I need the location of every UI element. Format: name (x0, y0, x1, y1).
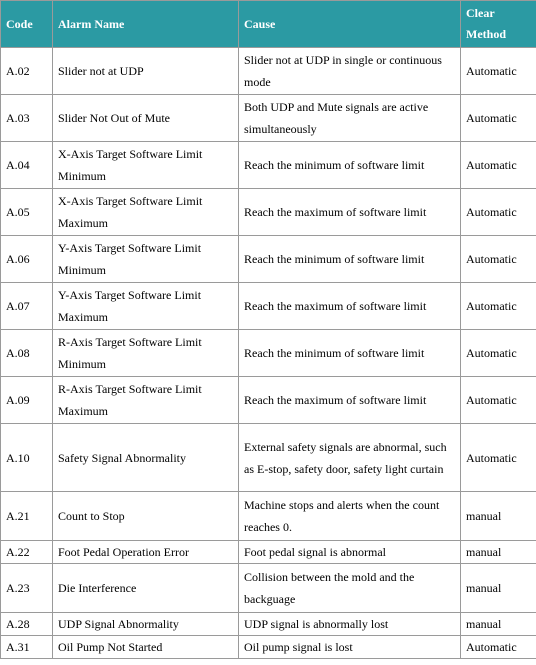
row-code: A.06 (1, 236, 53, 283)
row-alarm-name: Slider Not Out of Mute (53, 95, 239, 142)
table-row (1, 492, 536, 541)
row-clear-method: Automatic (461, 377, 536, 424)
row-cause: Reach the minimum of software limit (239, 142, 461, 189)
header-clear-method (461, 1, 536, 48)
row-cause: Oil pump signal is lost (239, 636, 461, 659)
row-code: A.28 (1, 613, 53, 636)
header-cause: Cause (239, 1, 461, 48)
row-clear-method: manual (461, 564, 536, 613)
table-row (1, 541, 536, 564)
row-alarm-name: Oil Pump Not Started (53, 636, 239, 659)
row-code: A.02 (1, 48, 53, 95)
row-code: A.31 (1, 636, 53, 659)
header-code: Code (1, 1, 53, 48)
table-row (1, 613, 536, 636)
row-clear-method: Automatic (461, 48, 536, 95)
row-code: A.23 (1, 564, 53, 613)
row-clear-method: Automatic (461, 636, 536, 659)
row-alarm-name: R-Axis Target Software Limit Minimum (53, 330, 239, 377)
row-code: A.07 (1, 283, 53, 330)
row-code: A.05 (1, 189, 53, 236)
row-clear-method: Automatic (461, 95, 536, 142)
table-row (1, 95, 536, 142)
row-cause: Reach the maximum of software limit (239, 189, 461, 236)
row-code: A.22 (1, 541, 53, 564)
table-row (1, 189, 536, 236)
row-cause: External safety signals are abnormal, such as E-stop, safety door, safety light curtain (239, 424, 461, 492)
row-alarm-name: R-Axis Target Software Limit Maximum (53, 377, 239, 424)
header-alarm-name: Alarm Name (53, 1, 239, 48)
row-code: A.21 (1, 492, 53, 541)
row-clear-method: manual (461, 613, 536, 636)
row-cause: Both UDP and Mute signals are active simultaneously (239, 95, 461, 142)
row-cause: Reach the maximum of software limit (239, 283, 461, 330)
row-alarm-name: Y-Axis Target Software Limit Maximum (53, 283, 239, 330)
header-clear-method-line1: Clear (466, 6, 495, 20)
row-clear-method: manual (461, 492, 536, 541)
row-code: A.10 (1, 424, 53, 492)
row-alarm-name: Safety Signal Abnormality (53, 424, 239, 492)
row-clear-method: Automatic (461, 142, 536, 189)
header-clear-method-line2: Method (466, 27, 506, 41)
row-cause: Reach the minimum of software limit (239, 236, 461, 283)
row-clear-method: Automatic (461, 283, 536, 330)
row-clear-method: Automatic (461, 236, 536, 283)
row-cause: Reach the minimum of software limit (239, 330, 461, 377)
row-cause: Collision between the mold and the backguage (239, 564, 461, 613)
row-cause: Reach the maximum of software limit (239, 377, 461, 424)
row-alarm-name: Y-Axis Target Software Limit Minimum (53, 236, 239, 283)
row-cause: UDP signal is abnormally lost (239, 613, 461, 636)
row-cause: Slider not at UDP in single or continuous mode (239, 48, 461, 95)
table-row (1, 330, 536, 377)
row-clear-method: Automatic (461, 330, 536, 377)
row-cause: Machine stops and alerts when the count reaches 0. (239, 492, 461, 541)
row-code: A.08 (1, 330, 53, 377)
table-header-row (1, 1, 536, 48)
row-alarm-name: X-Axis Target Software Limit Maximum (53, 189, 239, 236)
row-alarm-name: Count to Stop (53, 492, 239, 541)
row-code: A.04 (1, 142, 53, 189)
table-row (1, 424, 536, 492)
row-clear-method: Automatic (461, 424, 536, 492)
table-row (1, 236, 536, 283)
row-alarm-name: Foot Pedal Operation Error (53, 541, 239, 564)
row-cause: Foot pedal signal is abnormal (239, 541, 461, 564)
table-row (1, 564, 536, 613)
row-clear-method: Automatic (461, 189, 536, 236)
row-code: A.09 (1, 377, 53, 424)
table-row (1, 283, 536, 330)
row-alarm-name: UDP Signal Abnormality (53, 613, 239, 636)
table-row (1, 377, 536, 424)
row-alarm-name: Die Interference (53, 564, 239, 613)
table-row (1, 48, 536, 95)
row-code: A.03 (1, 95, 53, 142)
row-alarm-name: X-Axis Target Software Limit Minimum (53, 142, 239, 189)
table-row (1, 142, 536, 189)
table-row (1, 636, 536, 659)
row-clear-method: manual (461, 541, 536, 564)
row-alarm-name: Slider not at UDP (53, 48, 239, 95)
